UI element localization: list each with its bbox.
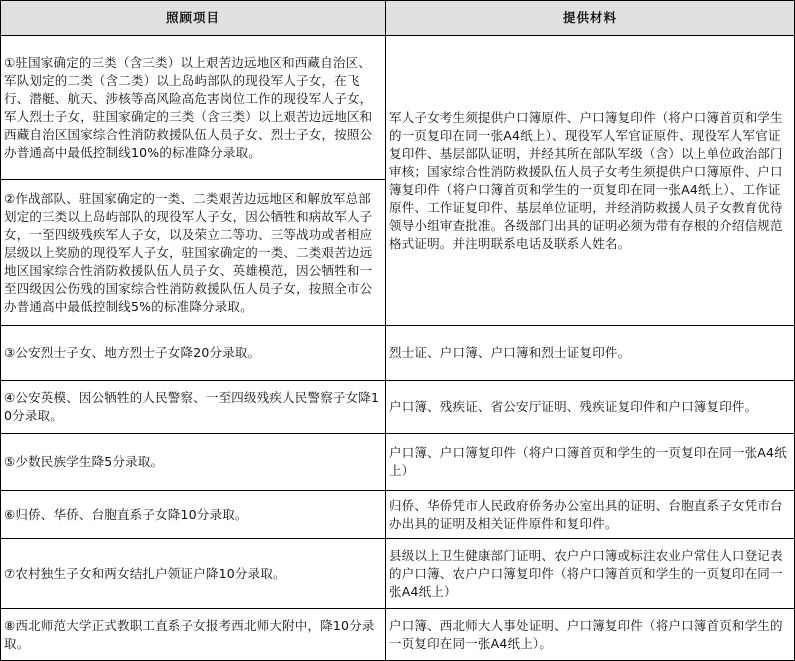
care-item-cell: ⑤少数民族学生降5分录取。 [1, 434, 386, 491]
materials-cell: 户口簿、西北师大人事处证明、户口簿复印件（将户口簿首页和学生的一页复印在同一张A4纸上）。 [386, 609, 795, 661]
header-materials: 提供材料 [386, 1, 795, 36]
materials-cell: 户口簿、残疾证、省公安厅证明、残疾证复印件和户口簿复印件。 [386, 381, 795, 434]
table-row [1, 491, 795, 539]
header-row [1, 1, 795, 36]
materials-cell: 县级以上卫生健康部门证明、农户户口簿或标注农业户常住人口登记表的户口簿、农户户口簿复印件（将户口簿首页和学生的一页复印在同一张A4纸上） [386, 539, 795, 609]
care-item-cell: ③公安烈士子女、地方烈士子女降20分录取。 [1, 326, 386, 381]
materials-cell: 户口簿、户口簿复印件（将户口簿首页和学生的一页复印在同一张A4纸上） [386, 434, 795, 491]
header-care-item: 照顾项目 [1, 1, 386, 36]
materials-cell-military: 军人子女考生须提供户口簿原件、户口簿复印件（将户口簿首页和学生的一页复印在同一张A4纸上）、现役军人军官证原件、现役军人军官证复印件、基层部队证明，并经其所在部队军级（含）以上单位政治部门审核；国家综合性消防救援队伍人员子女考生须提供户口簿原件、户口簿复印件（将户口簿首页和学生的一页复印在同一张A4纸上）、工作证原件、工作证复印件、基层单位证明，并经消防救援人员子女教育优待领导小组审查批准。各级部门出具的证明必须为带有存根的介绍信规范格式证明。并注明联系电话及联系人姓名。 [386, 36, 795, 326]
table-row [1, 381, 795, 434]
table-row [1, 434, 795, 491]
table-row [1, 609, 795, 661]
care-item-cell: ①驻国家确定的三类（含三类）以上艰苦边远地区和西藏自治区、军队划定的二类（含二类）以上岛屿部队的现役军人子女，在飞行、潜艇、航天、涉核等高风险高危害岗位工作的现役军人子女，军人烈士子女，驻国家确定的三类（含三类）以上艰苦边远地区和西藏自治区国家综合性消防救援队伍人员子女、烈士子女，按照公办普通高中最低控制线10%的标准降分录取。 [1, 36, 386, 180]
table-row [1, 539, 795, 609]
table-row [1, 326, 795, 381]
care-item-cell: ⑧西北师范大学正式教职工直系子女报考西北师大附中，降10分录取。 [1, 609, 386, 661]
care-item-cell: ⑦农村独生子女和两女结扎户领证户降10分录取。 [1, 539, 386, 609]
care-item-cell: ②作战部队、驻国家确定的一类、二类艰苦边远地区和解放军总部划定的三类以上岛屿部队的现役军人子女，因公牺牲和病故军人子女，一至四级残疾军人子女，以及荣立二等功、三等战功或者相应层级以上奖励的现役军人子女，驻国家确定的一类、二类艰苦边远地区国家综合性消防救援队伍人员子女、英雄模范，因公牺牲和一至四级因公伤残的国家综合性消防救援队伍人员子女，按照全市公办普通高中最低控制线5%的标准降分录取。 [1, 180, 386, 326]
care-item-cell: ⑥归侨、华侨、台胞直系子女降10分录取。 [1, 491, 386, 539]
care-item-cell: ④公安英模、因公牺牲的人民警察、一至四级残疾人民警察子女降10分录取。 [1, 381, 386, 434]
materials-cell: 烈士证、户口簿、户口簿和烈士证复印件。 [386, 326, 795, 381]
table-row [1, 36, 795, 180]
materials-cell: 归侨、华侨凭市人民政府侨务办公室出具的证明、台胞直系子女凭市台办出具的证明及相关证件原件和复印件。 [386, 491, 795, 539]
